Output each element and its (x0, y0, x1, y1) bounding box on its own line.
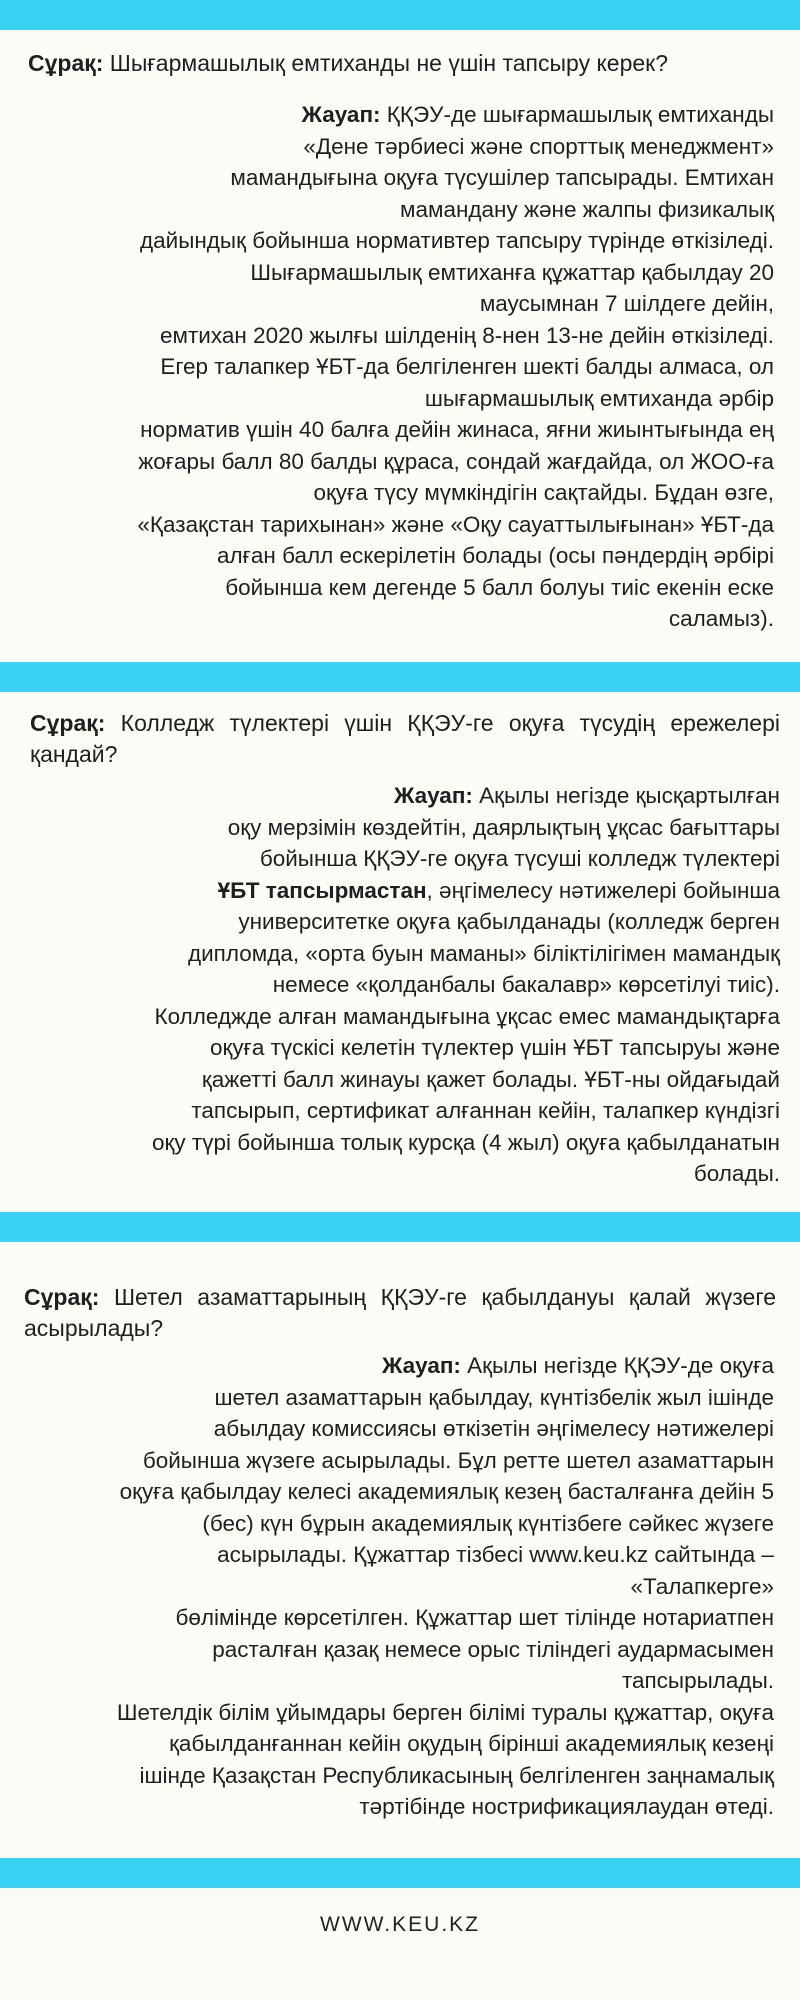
answer-line: Егер талапкер ҰБТ-да белгіленген шекті балды алмаса, ол (160, 354, 774, 379)
answer-line: Шетелдік білім ұйымдары берген білімі туралы құжаттар, оқуға (116, 1699, 774, 1725)
answer-line: Жауап: ҚҚЭУ-де шығармашылық емтиханды (301, 102, 774, 127)
question-text: Шығармашылық емтиханды не үшін тапсыру керек? (103, 50, 669, 76)
top-accent-band (0, 0, 800, 30)
answer-line: шығармашылық емтиханда әрбір (424, 385, 774, 411)
answer-line: «Қазақстан тарихынан» және «Оқу сауаттылығынан» ҰБТ-да (137, 511, 774, 537)
answer-2 (30, 780, 780, 1190)
answer-line: қажетті балл жинауы қажет болады. ҰБТ-ны ойдағыдай (201, 1066, 780, 1092)
answer-line: оқу түрі бойынша толық курсқа (4 жыл) оқуға қабылданатын (152, 1129, 780, 1155)
answer-line: бойынша ҚҚЭУ-ге оқуға түсуші колледж түлектері (259, 846, 780, 871)
answer-line: немесе «қолданбалы бакалавр» көрсетілуі тиіс). (272, 972, 780, 997)
answer-line: тәртібінде нострификациялаудан өтеді. (359, 1794, 774, 1819)
answer-line: университетке оқуға қабылданады (колледж берген (238, 909, 780, 934)
question-label: Сұрақ: (24, 1284, 100, 1310)
answer-line: норматив үшін 40 балға дейін жинаса, яғни жиынтығында ең (140, 417, 774, 442)
answer-line: «Талапкерге» (630, 1573, 774, 1599)
answer-line: бойынша кем дегенде 5 балл болуы тиіс екенін еске (225, 574, 774, 600)
answer-label: Жауап: (393, 783, 473, 808)
answer-line: оқу мерзімін көздейтін, даярлықтың ұқсас бағыттары (227, 814, 780, 840)
section-divider-band (0, 1212, 800, 1242)
question-1 (28, 48, 788, 79)
answer-line: ішінде Қазақстан Республикасының белгіленген заңнамалық (139, 1762, 774, 1788)
answer-line: Жауап: Ақылы негізде ҚҚЭУ-де оқуға (381, 1353, 774, 1378)
answer-line: оқуға түсу мүмкіндігін сақтайды. Бұдан өзге, (313, 480, 774, 505)
answer-line: Колледжде алған мамандығына ұқсас емес мамандықтарға (154, 1003, 780, 1029)
answer-line: жоғары балл 80 балды құраса, сондай жағдайда, ол ЖОО-ға (138, 448, 774, 474)
answer-line: емтихан 2020 жылғы шілденің 8-нен 13-не дейін өткізіледі. (160, 322, 774, 348)
answer-line: алған балл ескерілетін болады (осы пәндердің әрбірі (217, 543, 774, 568)
section-divider-band (0, 662, 800, 692)
answer-label: Жауап: (381, 1353, 461, 1378)
answer-line: оқуға қабылдау келесі академиялық кезең басталғанға дейін 5 (119, 1479, 774, 1504)
answer-line: бөлімінде көрсетілген. Құжаттар шет тілінде нотариатпен (175, 1605, 774, 1630)
answer-line: абылдау комиссиясы өткізетін әңгімелесу нәтижелері (213, 1416, 774, 1441)
answer-line: Жауап: Ақылы негізде қысқартылған (393, 783, 780, 808)
footer-website: WWW.KEU.KZ (320, 1913, 480, 1936)
answer-line: «Дене тәрбиесі және спорттық менеджмент» (303, 133, 774, 159)
answer-line: ҰБТ тапсырмастан, әңгімелесу нәтижелері бойынша (217, 877, 780, 903)
answer-line: тапсырылады. (621, 1668, 774, 1693)
answer-line: (бес) күн бұрын академиялық күнтізбеге сәйкес жүзеге (202, 1510, 774, 1536)
answer-line: дипломда, «орта буын маманы» біліктілігімен мамандық (187, 940, 780, 966)
answer-line: мамандығына оқуға түсушілер тапсырады. Емтихан (230, 165, 774, 190)
answer-line: саламыз). (668, 606, 774, 631)
answer-line: шетел азаматтарын қабылдау, күнтізбелік жыл ішінде (214, 1384, 774, 1410)
answer-line: асырылады. Құжаттар тізбесі www.keu.kz сайтында – (217, 1542, 774, 1567)
answer-1 (24, 99, 774, 635)
answer-3 (22, 1350, 774, 1823)
question-text: Колледж түлектері үшін ҚҚЭУ-ге оқуға түсудің ережелері қандай? (30, 710, 780, 767)
question-text: Шетел азаматтарының ҚҚЭУ-ге қабылдануы қалай жүзеге асырылады? (24, 1284, 776, 1341)
section-divider-band (0, 1858, 800, 1888)
question-label: Сұрақ: (28, 50, 104, 76)
answer-line: маусымнан 7 шілдеге дейін, (479, 291, 774, 316)
answer-line: расталған қазақ немесе орыс тіліндегі аудармасымен (212, 1636, 774, 1662)
answer-emphasis: ҰБТ тапсырмастан (217, 877, 427, 903)
answer-line: тапсырып, сертификат алғаннан кейін, талапкер күндізгі (191, 1098, 780, 1123)
question-label: Сұрақ: (30, 710, 106, 736)
answer-line: қабылданғаннан кейін оқудың бірінші академиялық кезеңі (169, 1731, 774, 1756)
answer-line: бойынша жүзеге асырылады. Бұл ретте шетел азаматтарын (142, 1447, 774, 1473)
answer-line: оқуға түскісі келетін түлектер үшін ҰБТ тапсыруы және (210, 1035, 780, 1060)
answer-line: болады. (693, 1161, 780, 1186)
question-2 (30, 708, 780, 770)
answer-line: Шығармашылық емтиханға құжаттар қабылдау 20 (250, 259, 774, 285)
answer-line: дайындық бойынша нормативтер тапсыру түрінде өткізіледі. (139, 228, 774, 253)
answer-label: Жауап: (301, 102, 381, 127)
question-3 (24, 1282, 776, 1344)
answer-line: мамандану және жалпы физикалық (400, 196, 774, 222)
